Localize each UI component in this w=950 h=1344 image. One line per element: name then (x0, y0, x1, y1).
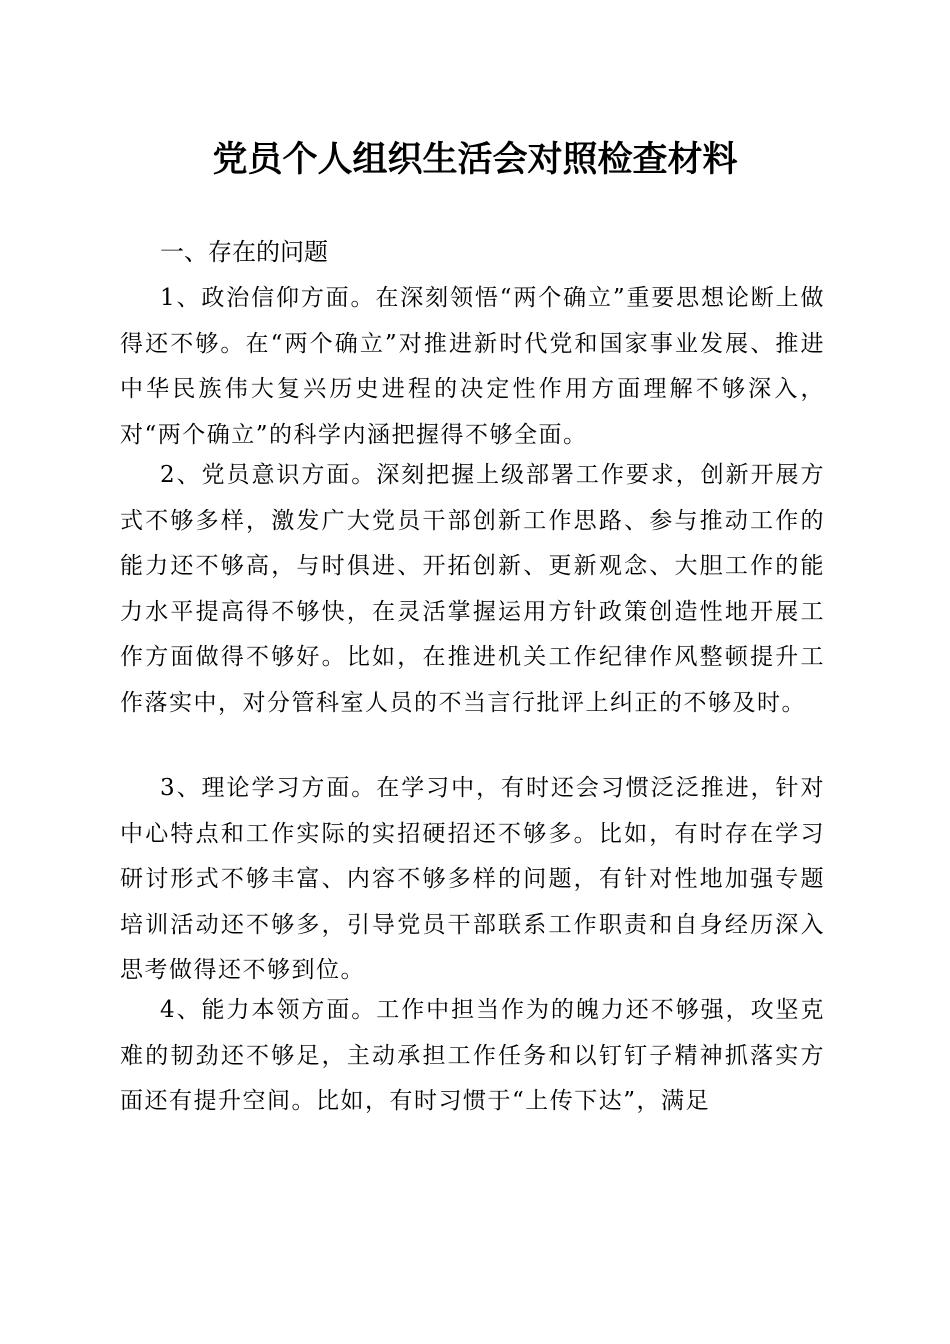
document-title: 党员个人组织生活会对照检查材料 (212, 139, 738, 180)
paragraph-political-belief: 1、政治信仰方面。在深刻领悟“两个确立”重要思想论断上做得还不够。在“两个确立”对推进新时代党和国家事业发展、推进中华民族伟大复兴历史进程的决定性作用方面理解不够深入，对“两个确立”的科学内涵把握得不够全面。 (120, 285, 825, 448)
paragraph-theory-study: 3、理论学习方面。在学习中，有时还会习惯泛泛推进，针对中心特点和工作实际的实招硬招还不够多。比如，有时存在学习研讨形式不够丰富、内容不够多样的问题，有针对性地加强专题培训活动还不够多，引导党员干部联系工作职责和自身经历深入思考做得还不够到位。 (120, 775, 825, 983)
paragraph-ability: 4、能力本领方面。工作中担当作为的魄力还不够强，攻坚克难的韧劲还不够足，主动承担工作任务和以钉钉子精神抓落实方面还有提升空间。比如，有时习惯于“上传下达”，满足 (120, 997, 825, 1114)
section-heading: 一、存在的问题 (160, 238, 328, 266)
paragraph-party-awareness: 2、党员意识方面。深刻把握上级部署工作要求，创新开展方式不够多样，激发广大党员干部创新工作思路、参与推动工作的能力还不够高，与时俱进、开拓创新、更新观念、大胆工作的能力水平提高得不够快，在灵活掌握运用方针政策创造性地开展工作方面做得不够好。比如，在推进机关工作纪律作风整顿提升工作落实中，对分管科室人员的不当言行批评上纠正的不够及时。 (120, 462, 825, 716)
